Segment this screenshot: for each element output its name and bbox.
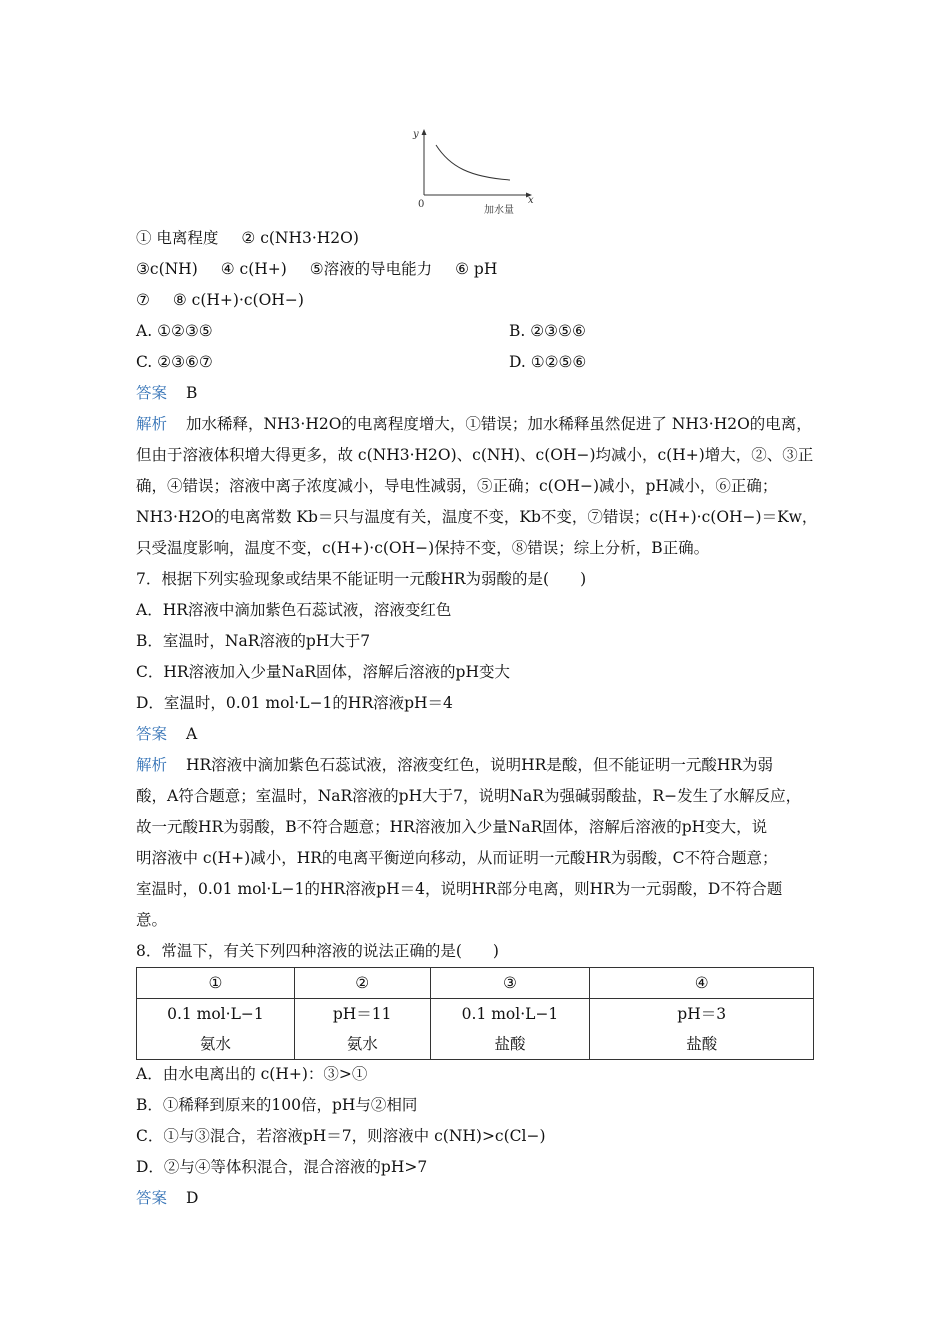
option-6: ⑥ pH [455, 260, 498, 278]
table-header-row [137, 968, 814, 999]
table-header: ② [294, 968, 430, 999]
q7-choice-b: B．室温时，NaR溶液的pH大于7 [136, 632, 371, 650]
q7-stem: 7．根据下列实验现象或结果不能证明一元酸HR为弱酸的是( ) [136, 570, 587, 588]
q8-choice-b: B．①稀释到原来的100倍，pH与②相同 [136, 1096, 418, 1114]
q6-answer [136, 383, 197, 403]
answer-label: 答案 [136, 384, 168, 402]
table-header: ③ [430, 968, 590, 999]
q8-answer [136, 1188, 198, 1208]
y-label: y [413, 129, 419, 140]
q6-analysis-line-2: 但由于溶液体积增大得更多，故 c(NH3·H2O)、c(NH)、c(OH−)均减小，c(H+)增大，②、③正 [136, 446, 814, 464]
q7-choice-a: A．HR溶液中滴加紫色石蕊试液，溶液变红色 [136, 601, 452, 619]
q7-analysis-line-6: 意。 [136, 911, 168, 929]
dilution-graph [410, 125, 550, 215]
q8-choice-a: A．由水电离出的 c(H+)：③>① [136, 1065, 368, 1083]
option-1: ① 电离程度 [136, 229, 219, 247]
q7-analysis-line-2: 酸，A符合题意；室温时，NaR溶液的pH大于7，说明NaR为强碱弱酸盐，R−发生了水解反应， [136, 787, 802, 805]
q6-choice-a: A. ①②③⑤ [136, 322, 213, 340]
q6-analysis-line-4: NH3·H2O的电离常数 Kb＝只与温度有关，温度不变，Kb不变，⑦错误；c(H+)·c(OH−)＝Kw， [136, 508, 818, 526]
q7-choice-c: C．HR溶液加入少量NaR固体，溶解后溶液的pH变大 [136, 663, 510, 681]
q6-analysis-line-1: 解析 加水稀释，NH3·H2O的电离程度增大，①错误；加水稀释虽然促进了 NH3·H2O的电离， [136, 415, 812, 433]
option-3: ③c(NH) [136, 260, 198, 278]
decreasing-curve [436, 145, 510, 180]
q7-answer [136, 724, 197, 744]
analysis-label: 解析 [136, 415, 168, 433]
x-label: x [528, 195, 534, 206]
table-cell: 0.1 mol·L−1 盐酸 [430, 999, 590, 1060]
q6-choice-d: D. ①②⑤⑥ [509, 353, 587, 371]
q6-choice-c: C. ②③⑥⑦ [136, 353, 213, 371]
table-cell: 0.1 mol·L−1 氨水 [137, 999, 295, 1060]
q8-stem: 8．常温下，有关下列四种溶液的说法正确的是( ) [136, 942, 499, 960]
table-cell: pH＝11 氨水 [294, 999, 430, 1060]
q8-choice-d: D．②与④等体积混合，混合溶液的pH>7 [136, 1158, 428, 1176]
option-8: ⑧ c(H+)·c(OH−) [172, 291, 304, 309]
analysis-label: 解析 [136, 756, 168, 774]
q7-choice-d: D．室温时，0.01 mol·L−1的HR溶液pH＝4 [136, 694, 453, 712]
answer-value: A [185, 725, 198, 743]
y-axis-arrow [422, 129, 427, 135]
option-row-1 [136, 228, 359, 248]
q6-analysis-line-3: 确，④错误；溶液中离子浓度减小，导电性减弱，⑤正确；c(OH−)减小，pH减小，⑥正确； [136, 477, 778, 495]
option-row-2 [136, 259, 497, 279]
answer-value: B [185, 384, 198, 402]
q7-analysis-line-4: 明溶液中 c(H+)减小，HR的电离平衡逆向移动，从而证明一元酸HR为弱酸，C不符合题意； [136, 849, 778, 867]
option-7: ⑦ [136, 291, 150, 309]
answer-label: 答案 [136, 725, 168, 743]
answer-value: D [185, 1189, 199, 1207]
q7-analysis-line-5: 室温时，0.01 mol·L−1的HR溶液pH＝4，说明HR部分电离，则HR为一元弱酸，D不符合题 [136, 880, 783, 898]
x-caption: 加水量 [484, 205, 514, 215]
table-header: ④ [590, 968, 814, 999]
option-row-3 [136, 290, 304, 310]
q6-choice-b: B. ②③⑤⑥ [509, 322, 586, 340]
origin-label: 0 [418, 199, 425, 210]
option-2: ② c(NH3·H2O) [241, 229, 359, 247]
table-row [137, 999, 814, 1060]
table-header: ① [137, 968, 295, 999]
option-5: ⑤溶液的导电能力 [309, 260, 433, 278]
solutions-table [136, 967, 814, 1060]
table-cell: pH＝3 盐酸 [590, 999, 814, 1060]
q7-analysis-line-3: 故一元酸HR为弱酸，B不符合题意；HR溶液加入少量NaR固体，溶解后溶液的pH变大，说 [136, 818, 768, 836]
q6-analysis-line-5: 只受温度影响，温度不变，c(H+)·c(OH−)保持不变，⑧错误；综上分析，B正确。 [136, 539, 710, 557]
option-4: ④ c(H+) [220, 260, 287, 278]
q7-analysis-line-1: 解析 HR溶液中滴加紫色石蕊试液，溶液变红色，说明HR是酸，但不能证明一元酸HR为弱 [136, 756, 774, 774]
answer-label: 答案 [136, 1189, 168, 1207]
q8-choice-c: C．①与③混合，若溶液pH＝7，则溶液中 c(NH)>c(Cl−) [136, 1127, 546, 1145]
